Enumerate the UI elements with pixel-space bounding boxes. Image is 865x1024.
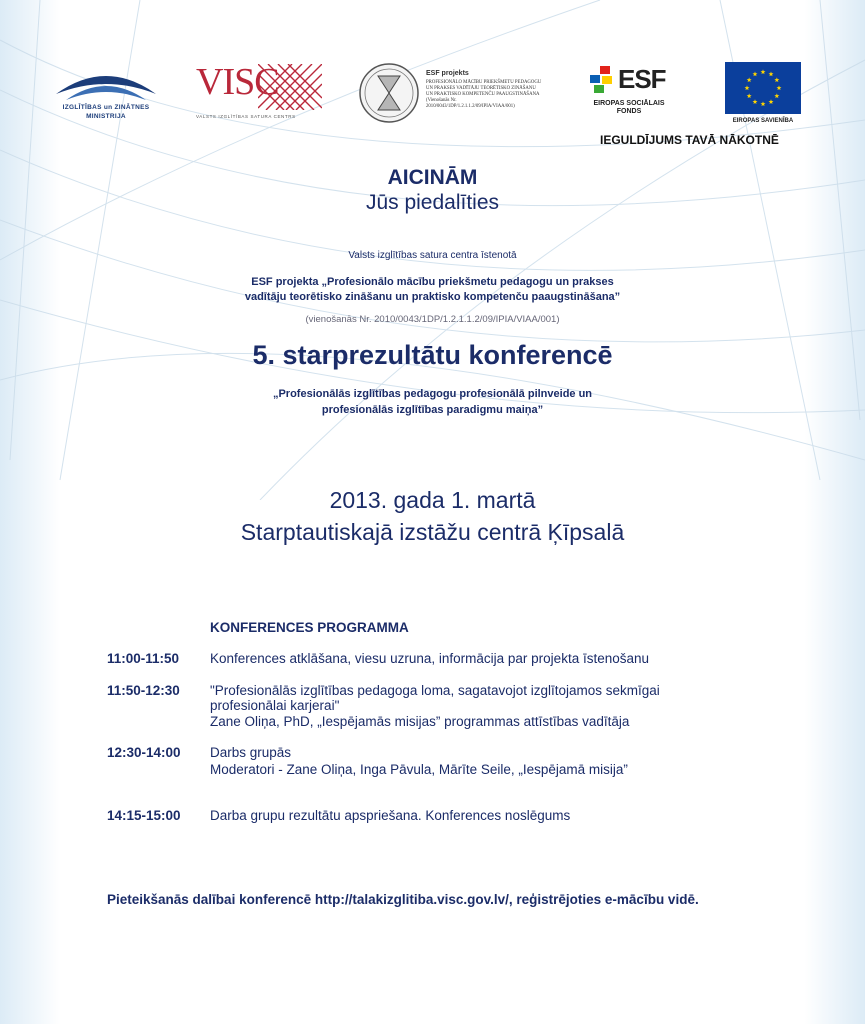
invite-subheading: Jūs piedalīties (365, 191, 500, 214)
esf-squares-icon (586, 66, 618, 96)
visc-logo-word: VISC (196, 61, 279, 103)
conference-date: 2013. gada 1. martā (329, 487, 536, 513)
invite-heading: AICINĀM (387, 166, 478, 189)
eu-logo (724, 62, 802, 128)
esf-logo-sub (586, 100, 672, 116)
program-time: 11:50-12:30 (107, 683, 180, 698)
organizer-line: Valsts izglītības satura centra īstenotā (348, 250, 517, 261)
esf-logo (586, 64, 686, 124)
program-line: Moderatori - Zane Oliņa, Inga Pāvula, Mārīte Seile, „Iespējamā misija” (210, 762, 628, 777)
esf-project-line: UN PRAKSES VADĪTĀJU TEORĒTISKO ZINĀŠANU (426, 86, 536, 91)
conference-title: 5. starprezultātu konferencē (252, 340, 613, 370)
izm-logo (48, 58, 164, 138)
program-heading: KONFERENCES PROGRAMMA (210, 620, 409, 635)
book-icon (48, 58, 164, 102)
program-time: 11:00-11:50 (107, 651, 180, 666)
visc-logo (196, 60, 326, 126)
esf-project-line: UN PRAKTISKO KOMPETENČU PAAUGSTINĀŠANA (426, 92, 540, 97)
agreement-number: (vienošanās Nr. 2010/0043/1DP/1.2.1.1.2/09/IPIA/VIAA/001) (305, 314, 560, 325)
program-line: Zane Oliņa, PhD, „Iespējamās misijas” programmas attīstības vadītāja (210, 714, 630, 729)
esf-project-title: ESF projekts (426, 70, 469, 77)
esf-project-logo (358, 60, 548, 126)
project-line-1: ESF projekta „Profesionālo mācību priekšmetu pedagogu un prakses (251, 276, 614, 288)
project-line-2: vadītāju teorētisko zināšanu un praktisko kompetenču paaugstināšana” (244, 291, 621, 303)
registration-note: Pieteikšanās dalībai konferencē http://talakizglitiba.visc.gov.lv/, reģistrējoties e-mācību vidē. (107, 892, 699, 907)
theme-line-1: „Profesionālās izglītības pedagogu profesionālā pilnveide un (272, 388, 593, 400)
izm-logo-line2: MINISTRIJA (86, 113, 126, 120)
esf-project-line: (Vienošanās Nr. 2010/0043/1DP/1.2.1.1.2/09/IPIA/VIAA/001) (426, 98, 515, 109)
izm-logo-line1: IZGLĪTĪBAS un ZINĀTNES (62, 104, 150, 111)
program-line: Darbs grupās (210, 745, 292, 760)
hourglass-icon (358, 62, 420, 124)
visc-pattern-icon (258, 64, 322, 110)
esf-logo-line2: FONDS (616, 108, 642, 115)
esf-project-lines (426, 80, 546, 110)
eu-logo-label: EIROPAS SAVIENĪBA (732, 118, 794, 124)
program-line: Konferences atklāšana, viesu uzruna, informācija par projekta īstenošanu (210, 651, 650, 666)
program-line: "Profesionālās izglītības pedagoga loma, sagatavojot izglītojamos sekmīgai (210, 683, 660, 698)
eu-flag-icon (725, 62, 801, 114)
theme-line-2: profesionālās izglītības paradigmu maiņa” (321, 404, 544, 416)
program-line: profesionālai karjerai" (210, 698, 340, 713)
esf-project-line: PROFESIONĀLO MĀCĪBU PRIEKŠMETU PEDAGOGU (426, 80, 542, 85)
esf-logo-word: ESF (618, 64, 666, 94)
program-line: Darba grupu rezultātu apspriešana. Konferences noslēgums (210, 808, 571, 823)
esf-logo-line1: EIROPAS SOCIĀLAIS (593, 100, 665, 107)
slogan: IEGULDĪJUMS TAVĀ NĀKOTNĒ (600, 133, 779, 147)
program-time: 14:15-15:00 (107, 808, 181, 823)
conference-venue: Starptautiskajā izstāžu centrā Ķīpsalā (240, 519, 625, 545)
program-time: 12:30-14:00 (107, 745, 181, 760)
visc-logo-small: VALSTS IZGLĪTĪBAS SATURA CENTRS (196, 114, 296, 119)
